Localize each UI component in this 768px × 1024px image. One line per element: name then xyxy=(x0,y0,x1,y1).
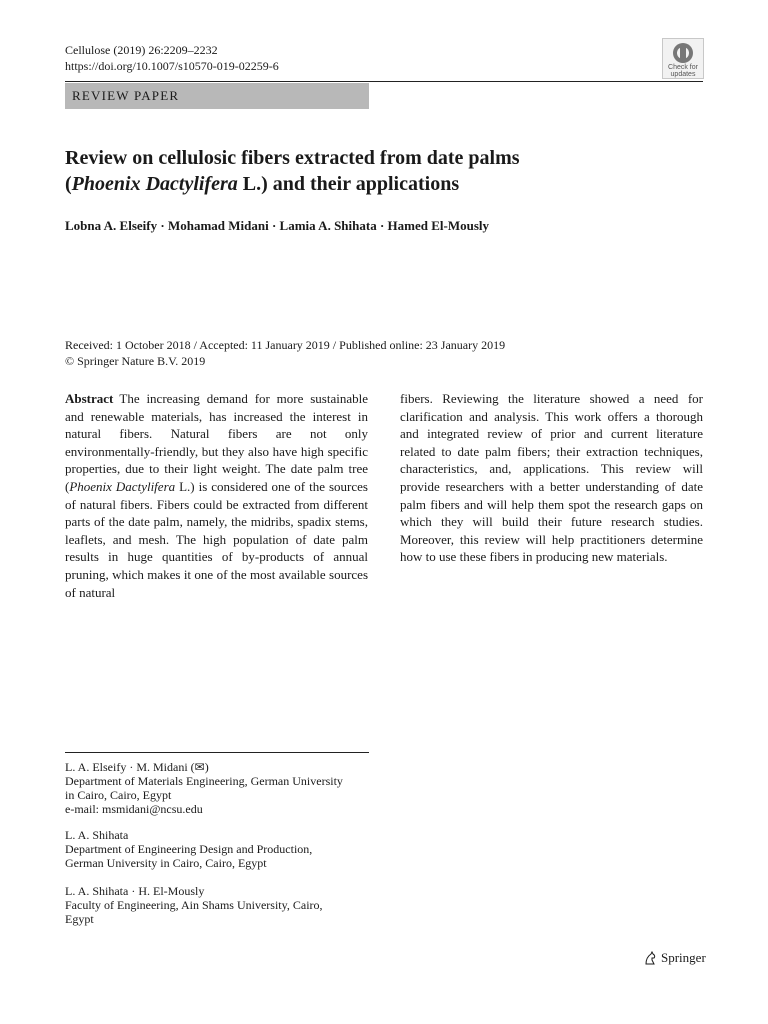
abstract-heading: Abstract xyxy=(65,391,114,406)
section-label: REVIEW PAPER xyxy=(72,88,180,103)
publisher-name: Springer xyxy=(661,950,706,965)
abstract-text-3: fibers. Reviewing the literature showed a need for clarification and analysis. This work offers a thorough and integrated review of prior and current literature related to date palm fibers; their extraction techniques, characteristics, and, applications. This review will provide researchers with a better understanding of date palm fibers and will help them spot the research gaps on which they will build their future research studies. Moreover, this review will help practitioners determine how to use these fibers in producing new materials. xyxy=(400,391,703,565)
affiliation-block xyxy=(65,828,369,870)
affiliation-names: L. A. Shihata · H. El-Mously xyxy=(65,884,205,898)
email-link[interactable]: e-mail: msmidani@ncsu.edu xyxy=(65,802,203,816)
affiliation-line: Department of Engineering Design and Production, xyxy=(65,842,313,856)
abstract-left-column xyxy=(65,390,368,601)
check-for-updates-badge[interactable] xyxy=(662,38,704,79)
journal-info xyxy=(65,42,279,74)
history-dates: Received: 1 October 2018 / Accepted: 11 January 2019 / Published online: 23 January 2019 xyxy=(65,338,506,352)
section-label-band xyxy=(65,83,369,109)
crossmark-icon xyxy=(672,42,694,64)
affiliation-block xyxy=(65,884,369,926)
abstract-species: Phoenix Dactylifera xyxy=(69,478,176,494)
abstract-text-2: L.) is considered one of the sources of natural fibers. Fibers could be extracted from different parts of the date palm, namely, the midribs, spadix stems, leaflets, and mesh. The high population of date palm results in huge quantities of by-products of annual pruning, which makes it one of the most available sources of natural xyxy=(65,478,368,600)
affiliation-line: Egypt xyxy=(65,912,94,926)
affiliation-line: Faculty of Engineering, Ain Shams University, Cairo, xyxy=(65,898,323,912)
author-list: Lobna A. Elseify · Mohamad Midani · Lamia A. Shihata · Hamed El-Mously xyxy=(65,218,490,233)
publisher-logo xyxy=(643,950,706,966)
springer-horse-icon xyxy=(643,951,657,965)
copyright: © Springer Nature B.V. 2019 xyxy=(65,354,206,368)
affiliation-line: in Cairo, Cairo, Egypt xyxy=(65,788,172,802)
crossmark-text-1: Check for xyxy=(668,64,698,71)
title-line-2: L.) and their applications xyxy=(237,173,460,195)
title-line-1: Review on cellulosic fibers extracted from date palms xyxy=(65,147,520,169)
title-species: Phoenix Dactylifera xyxy=(71,173,238,195)
affiliation-line: German University in Cairo, Cairo, Egypt xyxy=(65,856,267,870)
journal-citation: Cellulose (2019) 26:2209–2232 xyxy=(65,43,218,57)
title-paren: ( xyxy=(65,173,72,195)
affiliation-names: L. A. Elseify · M. Midani (✉) xyxy=(65,760,209,774)
affiliation-block xyxy=(65,760,369,816)
affiliation-names: L. A. Shihata xyxy=(65,828,129,842)
affiliation-line: Department of Materials Engineering, German University xyxy=(65,774,343,788)
crossmark-text-2: updates xyxy=(670,71,696,78)
publication-dates xyxy=(65,337,505,369)
abstract-text-1: The increasing demand for more sustainable and renewable materials, has increased the interest in natural fibers. Natural fibers are not only environmentally-friendly, but they also have high specific properties, due to their light weight. The date palm tree ( xyxy=(65,391,368,494)
doi-link[interactable]: https://doi.org/10.1007/s10570-019-02259-6 xyxy=(65,59,279,73)
header-rule xyxy=(65,81,703,82)
paper-title xyxy=(65,145,685,197)
abstract-right-column xyxy=(400,390,703,566)
footnote-rule xyxy=(65,752,369,753)
